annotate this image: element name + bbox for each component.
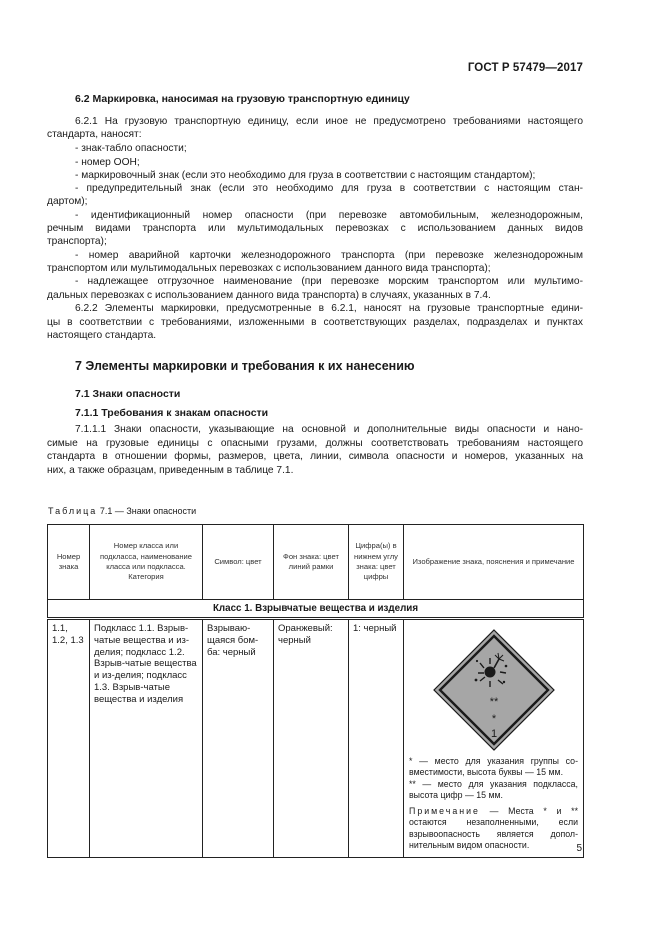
hazard-signs-table: [47, 524, 584, 858]
column-header-number: Номер знака: [48, 525, 90, 600]
table-caption-word: Таблица: [48, 506, 98, 516]
sign-compatibility-placeholder: *: [491, 713, 496, 725]
paragraph-line: симые на грузовые единицы с опасными грузами, должны соответствовать требованиям настоящего: [47, 438, 583, 449]
section-6-2-heading: 6.2 Маркировка, наносимая на грузовую транспортную единицу: [75, 93, 410, 105]
section-7-1-1-heading: 7.1.1 Требования к знакам опасности: [75, 407, 269, 419]
list-item-continuation: транспорта);: [47, 236, 107, 247]
list-item: - маркировочный знак (если это необходимо для груза в соответствии с настоящим стандартом);: [75, 170, 536, 181]
section-7-1-heading: 7.1 Знаки опасности: [75, 388, 181, 400]
section-7-heading: 7 Элементы маркировки и требования к их нанесению: [75, 359, 415, 373]
table-caption-text: 7.1 — Знаки опасности: [99, 506, 197, 516]
column-header-symbol: Символ: цвет: [203, 525, 274, 600]
list-item-continuation: речным видами транспорта или мультимодальных перевозках с использованием данных видов: [47, 223, 583, 234]
paragraph-line: цы в соответствии с требованиями, изложенными в соответствующих разделах, подразделах и пунктах: [47, 317, 583, 328]
explosive-bomb-icon: [432, 628, 556, 752]
paragraph-line: настоящего стандарта.: [47, 330, 157, 341]
cell-category: Подкласс 1.1. Взрыв-чатые вещества и из-делия; подкласс 1.2. Взрыв-чатые вещества и из-делия; подкласс 1.3. Взрыв-чатые вещества и изделия: [90, 619, 203, 858]
paragraph-line: 6.2.2 Элементы маркировки, предусмотренные в 6.2.1, наносят на грузовые транспортные едини-: [75, 303, 583, 314]
hazard-sign: [409, 628, 578, 752]
note-remark: [409, 806, 578, 851]
class-1-title: Класс 1. Взрывчатые вещества и изделия: [48, 600, 584, 619]
column-header-category: Номер класса или подкласса, наименование класса или подкласса. Категория: [90, 525, 203, 600]
paragraph-line: них, а также образцам, приведенным в таблице 7.1.: [47, 465, 294, 476]
table-header-row: [48, 525, 584, 600]
list-item-continuation: дальных перевозках с использованием данного вида транспорта) в случаях, указанных в 7.4.: [47, 290, 491, 301]
sign-class-number: 1: [490, 728, 497, 740]
list-item: - надлежащее отгрузочное наименование (при перевозке морским транспортом или мультимо-: [75, 276, 583, 287]
table-caption: [48, 506, 196, 516]
column-header-digit: Цифра(ы) в нижнем углу знака: цвет цифры: [349, 525, 404, 600]
class-row: [48, 600, 584, 619]
paragraph-line: стандарта, наносят:: [47, 129, 142, 140]
column-header-background: Фон знака: цвет линий рамки: [274, 525, 349, 600]
cell-sign-number: 1.1, 1.2, 1.3: [48, 619, 90, 858]
page-number: 5: [576, 843, 582, 854]
note-remark-text: — Места * и ** остаются незаполненными, если взрывоопасность является допол-нительным видом опасности.: [409, 806, 578, 851]
list-item: - номер ООН;: [75, 157, 140, 168]
table-row: [48, 619, 584, 858]
sign-subclass-placeholder: **: [489, 696, 498, 708]
column-header-image: Изображение знака, пояснения и примечание: [404, 525, 584, 600]
list-item-continuation: транспортом или мультимодальных перевозках с использованием данного вида транспорта);: [47, 263, 491, 274]
note-subclass: ** — место для указания подкласса, высота цифр — 15 мм.: [409, 778, 578, 800]
note-compatibility: * — место для указания группы со-вместимости, высота буквы — 15 мм.: [409, 756, 578, 778]
cell-digit: 1: черный: [349, 619, 404, 858]
list-item: - знак-табло опасности;: [75, 143, 187, 154]
list-item: - предупредительный знак (если это необходимо для груза в соответствии с настоящим стан-: [75, 183, 583, 194]
paragraph-line: стандарта в отношении формы, размеров, цвета, линии, символа опасности и номеров, указанных на: [47, 451, 583, 462]
list-item-continuation: дартом);: [47, 196, 88, 207]
cell-background: Оранжевый: черный: [274, 619, 349, 858]
note-remark-word: Примечание: [409, 806, 480, 817]
paragraph-line: 6.2.1 На грузовую транспортную единицу, если иное не предусмотрено требованиями настоящего: [75, 116, 583, 127]
cell-image-notes: [404, 619, 584, 858]
list-item: - идентификационный номер опасности (при перевозке автомобильным, железнодорожным,: [75, 210, 583, 221]
paragraph-line: 7.1.1.1 Знаки опасности, указывающие на основной и дополнительные виды опасности и нано-: [75, 424, 583, 435]
standard-header: ГОСТ Р 57479—2017: [467, 62, 583, 74]
list-item: - номер аварийной карточки железнодорожного транспорта (при перевозке железнодорожным: [75, 250, 583, 261]
cell-symbol: Взрываю-щаяся бом-ба: черный: [203, 619, 274, 858]
